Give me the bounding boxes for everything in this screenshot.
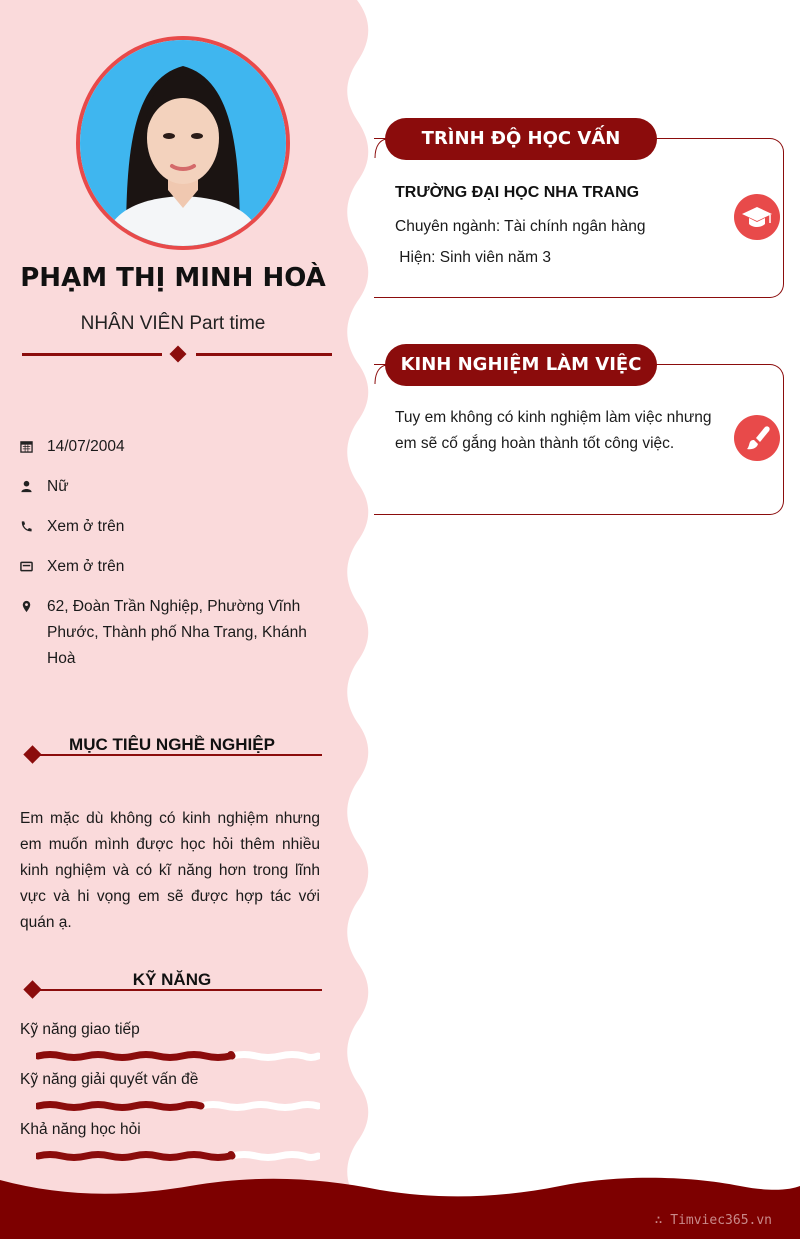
paintbrush-icon xyxy=(734,415,780,461)
calendar-icon xyxy=(20,438,47,453)
skill-level-bar xyxy=(36,1100,320,1112)
graduation-cap-icon xyxy=(734,194,780,240)
profile-photo xyxy=(76,36,290,250)
education-status: Hiện: Sinh viên năm 3 xyxy=(395,249,551,266)
user-icon xyxy=(20,478,47,493)
experience-text: Tuy em không có kinh nghiệm làm việc nhưng em sẽ cố gắng hoàn thành tốt công việc. xyxy=(395,409,712,452)
skill-bar-track xyxy=(232,1055,318,1058)
skill-level-bar xyxy=(36,1050,320,1062)
map-marker-icon xyxy=(20,598,47,613)
skills-title: KỸ NĂNG xyxy=(132,970,212,989)
skill-name: Khả năng học hỏi xyxy=(20,1121,141,1138)
contact-birthday xyxy=(20,438,320,460)
skill-bar-fill xyxy=(38,1105,201,1108)
phone-text: Xem ở trên xyxy=(47,518,125,535)
skills-heading xyxy=(22,970,322,1000)
footer-logo: ∴ Timviec365.vn xyxy=(654,1213,772,1228)
name-divider xyxy=(22,345,332,365)
candidate-position: NHÂN VIÊN Part time xyxy=(80,313,266,334)
skill-bar-fill xyxy=(38,1155,232,1158)
contact-phone xyxy=(20,518,320,540)
candidate-name: PHẠM THỊ MINH HOÀ xyxy=(20,263,326,293)
objective-text: Em mặc dù không có kinh nghiệm nhưng em muốn mình được học hỏi thêm nhiều kinh nghiệm và có kĩ năng hơn trong lĩnh vực và hi vọng em sẽ được hợp tác với quán ạ. xyxy=(20,810,320,931)
envelope-icon xyxy=(20,558,47,573)
experience-title: KINH NGHIỆM LÀM VIỆC xyxy=(385,344,657,386)
education-school: TRƯỜNG ĐẠI HỌC NHA TRANG xyxy=(395,184,640,201)
objective-heading xyxy=(22,735,322,765)
contact-address xyxy=(20,598,320,672)
objective-title: MỤC TIÊU NGHỀ NGHIỆP xyxy=(69,735,275,754)
skill-name: Kỹ năng giao tiếp xyxy=(20,1021,140,1038)
gender-text: Nữ xyxy=(47,478,69,495)
education-major: Chuyên ngành: Tài chính ngân hàng xyxy=(395,218,646,235)
education-title: TRÌNH ĐỘ HỌC VẤN xyxy=(385,118,657,160)
birthday-text: 14/07/2004 xyxy=(47,438,125,455)
skill-bar-track xyxy=(232,1155,318,1158)
portrait-illustration xyxy=(80,40,286,246)
email-text: Xem ở trên xyxy=(47,558,125,575)
contact-email xyxy=(20,558,320,580)
contact-gender xyxy=(20,478,320,500)
skill-name: Kỹ năng giải quyết vấn đề xyxy=(20,1071,199,1088)
address-text: 62, Đoàn Trần Nghiệp, Phường Vĩnh Phước, Thành phố Nha Trang, Khánh Hoà xyxy=(47,598,307,667)
skill-level-bar xyxy=(36,1150,320,1162)
skill-bar-fill xyxy=(38,1055,232,1058)
phone-icon xyxy=(20,518,47,533)
skill-bar-track xyxy=(201,1105,318,1108)
